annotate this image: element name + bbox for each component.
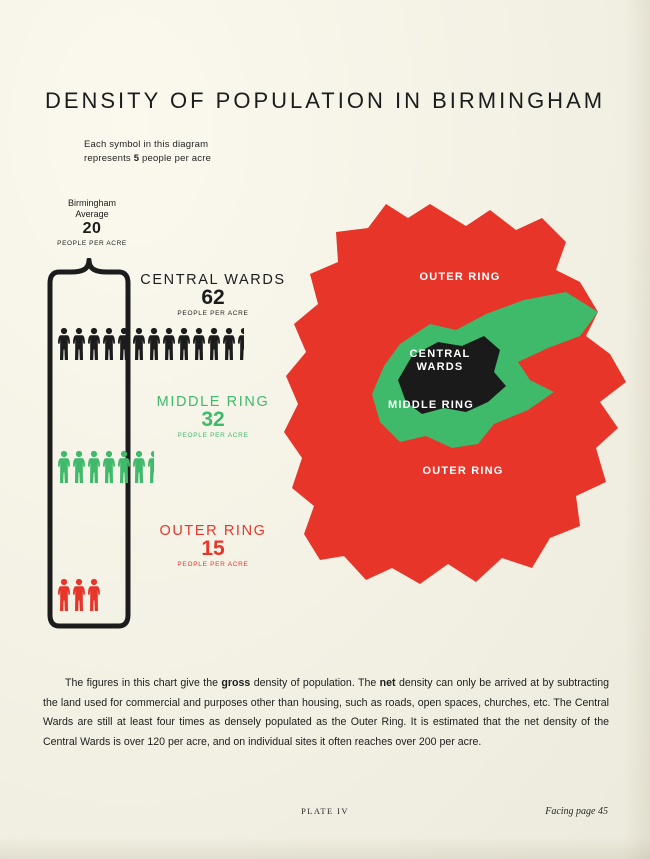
symbol-key-value: 5 xyxy=(133,153,140,164)
caption-part2: density of population. The xyxy=(250,677,380,689)
group-name: CENTRAL WARDS xyxy=(140,272,286,288)
map-label-central-line2: WARDS xyxy=(416,361,464,373)
pictogram-person-icon xyxy=(102,327,116,361)
pictogram-person-icon xyxy=(72,578,86,612)
group-name: MIDDLE RING xyxy=(156,394,270,410)
pictogram-person-icon xyxy=(207,327,221,361)
pictogram-row-outer-ring xyxy=(57,578,102,612)
pictogram-person-icon xyxy=(87,578,101,612)
plate-number: PLATE IV xyxy=(301,806,349,816)
pictogram-person-icon xyxy=(132,450,146,484)
average-unit: PEOPLE PER ACRE xyxy=(57,240,127,247)
caption-bold-gross: gross xyxy=(221,677,251,689)
pictogram-person-icon xyxy=(132,327,146,361)
pictogram-row-middle-ring xyxy=(57,450,155,484)
group-name: OUTER RING xyxy=(159,523,267,539)
average-label xyxy=(44,198,140,249)
group-unit: PEOPLE PER ACRE xyxy=(177,310,249,317)
pictogram-row-central-wards xyxy=(57,327,245,361)
map-label-central-line1: CENTRAL xyxy=(409,348,471,360)
symbol-key xyxy=(84,138,284,166)
caption-part3: density can only be arrived at by subtracting the land used for commercial and purposes other than housing, such as roads, open spaces, churches, etc. The Central Wards are still at least four times as densely populated as the Outer Ring. It is estimated that the net density of the Central Wards is over 120 per acre, and on individual sites it often reaches over 200 per acre. xyxy=(43,677,609,748)
map-label-central-wards xyxy=(390,348,490,374)
pictogram-person-icon xyxy=(72,450,86,484)
pictogram-person-icon xyxy=(57,327,71,361)
average-value: 20 xyxy=(82,220,102,237)
pictogram-person-icon xyxy=(57,578,71,612)
symbol-key-prefix: represents xyxy=(84,153,134,164)
pictogram-person-icon xyxy=(102,450,116,484)
map-label-outer-ring-top: OUTER RING xyxy=(419,271,501,283)
group-value: 15 xyxy=(201,537,225,560)
pictogram-person-icon xyxy=(177,327,191,361)
map-label-middle-ring: MIDDLE RING xyxy=(388,399,474,411)
group-unit: PEOPLE PER ACRE xyxy=(177,432,249,439)
facing-page-note: Facing page 45 xyxy=(545,806,608,817)
page-title: DENSITY OF POPULATION IN BIRMINGHAM xyxy=(44,88,606,113)
group-heading-middle-ring xyxy=(128,394,298,439)
pictogram-person-icon xyxy=(57,450,71,484)
symbol-key-line2 xyxy=(84,152,284,166)
pictogram-person-icon xyxy=(72,327,86,361)
pictogram-person-icon xyxy=(87,450,101,484)
pictogram-person-icon xyxy=(147,327,161,361)
group-heading-central-wards xyxy=(128,272,298,317)
group-heading-outer-ring xyxy=(128,523,298,568)
pictogram-person-icon xyxy=(192,327,206,361)
average-line2: Average xyxy=(75,209,109,219)
group-value: 32 xyxy=(201,408,225,431)
pictogram-person-icon xyxy=(117,327,131,361)
map-label-outer-ring-bottom: OUTER RING xyxy=(422,465,504,477)
group-value: 62 xyxy=(201,286,225,309)
caption-paragraph xyxy=(43,674,609,752)
pictogram-person-partial-icon xyxy=(147,450,154,484)
average-line1: Birmingham xyxy=(67,198,116,208)
pictogram-person-partial-icon xyxy=(237,327,244,361)
caption-bold-net: net xyxy=(379,677,396,689)
symbol-key-suffix: people per acre xyxy=(139,153,212,164)
pictogram-person-icon xyxy=(222,327,236,361)
group-unit: PEOPLE PER ACRE xyxy=(177,561,249,568)
pictogram-person-icon xyxy=(87,327,101,361)
pictogram-person-icon xyxy=(162,327,176,361)
caption-part1: The figures in this chart give the xyxy=(65,677,222,689)
symbol-key-line1: Each symbol in this diagram xyxy=(84,139,209,150)
pictogram-person-icon xyxy=(117,450,131,484)
